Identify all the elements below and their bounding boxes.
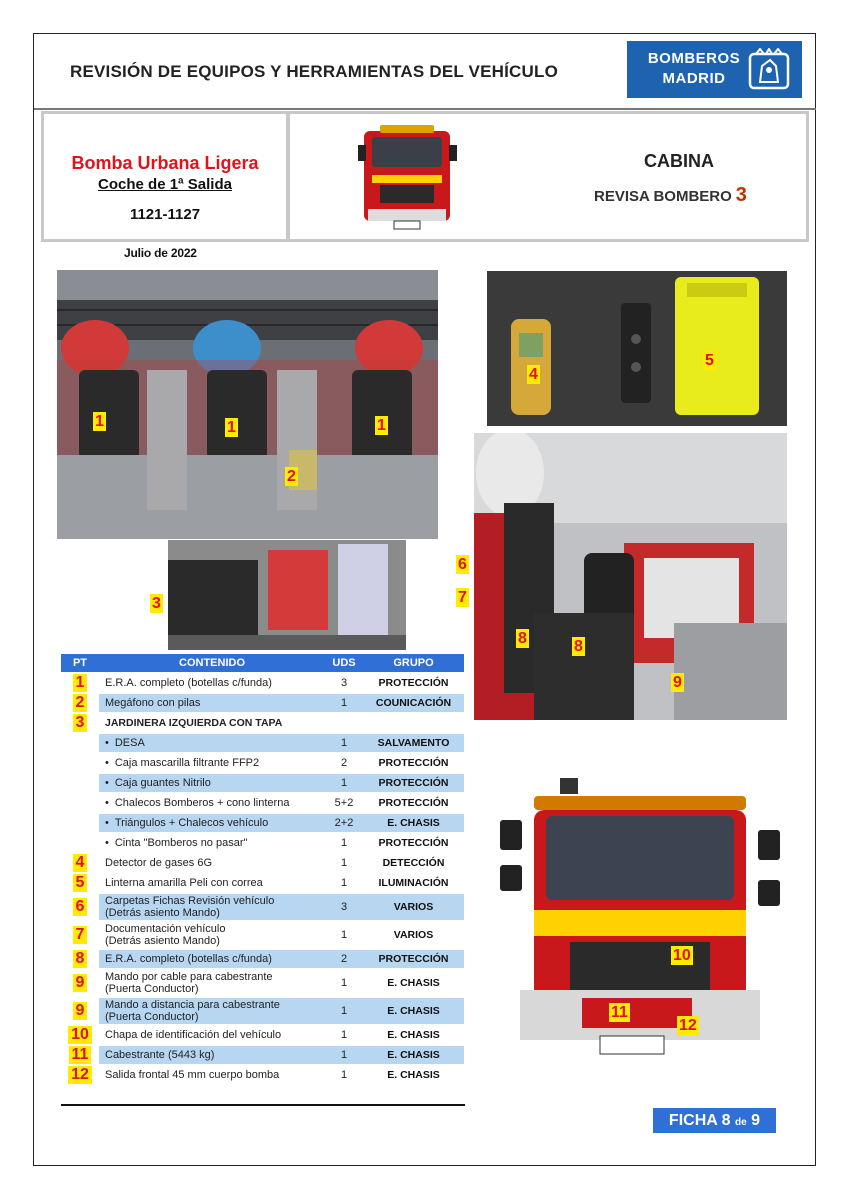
- seats-photo: [57, 270, 438, 539]
- detector-tag-4: 4: [529, 366, 538, 383]
- row-pt: [61, 1046, 99, 1064]
- row-group: PROTECCIÓN: [378, 797, 449, 809]
- ficha-total: 9: [751, 1112, 761, 1129]
- row-uds: [325, 714, 363, 732]
- row-content: [99, 714, 325, 732]
- ficha-de: de: [735, 1117, 747, 1128]
- header-content: CONTENIDO: [99, 654, 325, 672]
- row-pt: [61, 970, 99, 996]
- row-pt: [61, 774, 99, 792]
- front-tag-11: 11: [611, 1004, 628, 1021]
- row-pt: [61, 950, 99, 968]
- row-content: [99, 854, 325, 872]
- row-pt: [61, 734, 99, 752]
- row-pt: [61, 922, 99, 948]
- table-row: [61, 874, 464, 892]
- seat-tag-2: 2: [287, 468, 296, 485]
- row-pt-tag: 11: [69, 1046, 92, 1064]
- row-pt-tag: 1: [73, 674, 88, 692]
- row-uds: 1: [340, 977, 348, 989]
- flashlight-tag-5: 5: [705, 352, 714, 369]
- row-pt-tag: 6: [73, 898, 88, 916]
- logo-text: [639, 49, 749, 89]
- row-content-text: Salida frontal 45 mm cuerpo bomba: [105, 1069, 280, 1081]
- row-content: [99, 734, 325, 752]
- row-content: [99, 794, 325, 812]
- table-row: [61, 970, 464, 996]
- table-row: [61, 774, 464, 792]
- row-content: [99, 814, 325, 832]
- reviewer-text: REVISA BOMBERO: [594, 188, 732, 205]
- row-content-note: (Detrás asiento Mando): [105, 907, 220, 919]
- row-group: E. CHASIS: [387, 1029, 440, 1041]
- detector-photo: [487, 271, 787, 426]
- front-tag-10: 10: [673, 947, 691, 964]
- row-content: [99, 1026, 325, 1044]
- ficha-label: FICHA: [668, 1112, 718, 1129]
- ficha-num: 8: [721, 1112, 731, 1129]
- row-uds: 1: [340, 1029, 348, 1041]
- table-header-row: [61, 654, 464, 672]
- madrid-seal-icon: [748, 48, 790, 90]
- seat-tag-1a: 1: [95, 413, 104, 430]
- row-content: [99, 754, 325, 772]
- row-content-text: • DESA: [105, 737, 325, 749]
- row-content-note: (Puerta Conductor): [105, 983, 199, 995]
- row-pt-tag: 4: [73, 854, 88, 872]
- row-uds: 1: [325, 1046, 363, 1064]
- row-content-text: Carpetas Fichas Revisión vehículo: [105, 895, 275, 907]
- header-rule: [34, 108, 816, 110]
- table-row: [61, 922, 464, 948]
- row-pt-tag: 7: [73, 926, 88, 944]
- table-row: [61, 754, 464, 772]
- row-pt: [61, 814, 99, 832]
- table-row: [61, 734, 464, 752]
- vehicle-range: 1121-1127: [129, 206, 201, 223]
- table-row: [61, 854, 464, 872]
- row-content-text: • Caja guantes Nitrilo: [105, 777, 325, 789]
- row-uds: 3: [325, 894, 363, 920]
- row-uds: 1: [340, 837, 348, 849]
- table-row: [61, 814, 464, 832]
- info-divider: [286, 114, 290, 239]
- row-content: [99, 674, 325, 692]
- row-group: PROTECCIÓN: [378, 837, 449, 849]
- row-pt-tag: 9: [73, 974, 88, 992]
- row-content: [99, 970, 325, 996]
- row-content: [99, 950, 325, 968]
- row-content-text: Detector de gases 6G: [105, 857, 213, 869]
- bomberos-logo: [627, 41, 802, 98]
- row-content-text: JARDINERA IZQUIERDA CON TAPA: [105, 717, 283, 729]
- table-row: [61, 1066, 464, 1084]
- row-pt: [61, 1026, 99, 1044]
- row-content-note: (Puerta Conductor): [105, 1011, 199, 1023]
- row-content: [99, 998, 325, 1024]
- row-pt-tag: 9: [73, 1002, 88, 1020]
- table-row: [61, 834, 464, 852]
- row-pt: [61, 1066, 99, 1084]
- row-content-text: E.R.A. completo (botellas c/funda): [105, 953, 272, 965]
- row-pt-tag: 5: [73, 874, 88, 892]
- row-content: [99, 922, 325, 948]
- table-row: [61, 714, 464, 732]
- row-content-note: (Detrás asiento Mando): [105, 935, 220, 947]
- page-title: REVISIÓN DE EQUIPOS Y HERRAMIENTAS DEL VEHÍCULO: [70, 62, 558, 81]
- row-pt: [61, 694, 99, 712]
- table-row: [61, 1026, 464, 1044]
- page-indicator: [653, 1108, 776, 1133]
- box-photo: [168, 540, 406, 650]
- cabin-tag-6: 6: [458, 556, 467, 573]
- row-group: ILUMINACIÓN: [378, 877, 449, 889]
- row-uds: 1: [340, 1069, 348, 1081]
- row-content: [99, 694, 325, 712]
- row-pt: [61, 854, 99, 872]
- row-content-text: Mando por cable para cabestrante: [105, 971, 273, 983]
- date-label: Julio de 2022: [124, 246, 197, 260]
- row-group: COUNICACIÓN: [363, 694, 464, 712]
- vehicle-type: Bomba Urbana Ligera: [71, 153, 259, 173]
- logo-line2: MADRID: [662, 70, 726, 87]
- row-content-text: E.R.A. completo (botellas c/funda): [105, 677, 272, 689]
- row-pt-tag: 3: [73, 714, 88, 732]
- row-uds: 3: [340, 677, 348, 689]
- detector-photo-image: [487, 271, 787, 426]
- row-group: VARIOS: [393, 929, 434, 941]
- row-content-text: Cabestrante (5443 kg): [105, 1049, 215, 1061]
- row-pt: [61, 794, 99, 812]
- header-pt: PT: [61, 654, 99, 672]
- row-uds: 1: [325, 774, 363, 792]
- truck-thumbnail-image: [350, 117, 465, 234]
- row-content-text: Documentación vehículo: [105, 923, 226, 935]
- table-row: [61, 1046, 464, 1064]
- row-pt-tag: 8: [73, 950, 88, 968]
- seat-tag-1b: 1: [227, 419, 236, 436]
- row-uds: 1: [340, 929, 348, 941]
- row-uds: 2+2: [325, 814, 363, 832]
- row-pt-tag: 12: [68, 1066, 92, 1084]
- header-uds: UDS: [325, 654, 363, 672]
- table-row: [61, 694, 464, 712]
- row-content-text: Megáfono con pilas: [105, 697, 201, 709]
- row-uds: 5+2: [334, 797, 354, 809]
- row-group: E. CHASIS: [387, 977, 440, 989]
- row-pt: [61, 874, 99, 892]
- truck-front-image: [490, 770, 790, 1060]
- cabin-tag-8a: 8: [518, 630, 527, 647]
- row-content-text: Mando a distancia para cabestrante: [105, 999, 280, 1011]
- box-photo-image: [168, 540, 406, 650]
- row-group: DETECCIÓN: [382, 857, 445, 869]
- row-group: E. CHASIS: [363, 1046, 464, 1064]
- row-uds: 1: [325, 694, 363, 712]
- row-content-text: Linterna amarilla Peli con correa: [105, 877, 263, 889]
- row-group: PROTECCIÓN: [363, 950, 464, 968]
- row-pt-tag: 2: [73, 694, 88, 712]
- row-content: [99, 834, 325, 852]
- table-row: [61, 950, 464, 968]
- row-content-text: • Triángulos + Chalecos vehículo: [105, 817, 325, 829]
- row-group: [363, 714, 464, 732]
- row-content: [99, 874, 325, 892]
- vehicle-info-box: [41, 111, 809, 242]
- row-pt: [61, 834, 99, 852]
- table-row: [61, 998, 464, 1024]
- row-uds: 1: [325, 998, 363, 1024]
- box-tag-3: 3: [152, 595, 161, 612]
- reviewer-label: [594, 184, 747, 207]
- logo-line1: BOMBEROS: [647, 50, 741, 67]
- table-bottom-rule: [61, 1104, 465, 1106]
- row-content-text: • Cinta "Bomberos no pasar": [105, 837, 325, 849]
- row-content: [99, 774, 325, 792]
- row-content-text: Chapa de identificación del vehículo: [105, 1029, 282, 1041]
- row-group: E. CHASIS: [387, 1069, 440, 1081]
- row-uds: 1: [340, 877, 348, 889]
- header-group: GRUPO: [363, 654, 464, 672]
- row-pt: [61, 714, 99, 732]
- table-row: [61, 794, 464, 812]
- row-content: [99, 1046, 325, 1064]
- row-group: E. CHASIS: [363, 998, 464, 1024]
- row-content-text: • Caja mascarilla filtrante FFP2: [105, 757, 325, 769]
- cabin-photo-image: [474, 433, 787, 720]
- row-pt: [61, 998, 99, 1024]
- row-content-text: • Chalecos Bomberos + cono linterna: [105, 797, 325, 809]
- cabin-tag-7: 7: [458, 589, 467, 606]
- cabin-tag-9: 9: [673, 674, 682, 691]
- equipment-table: [61, 652, 464, 1086]
- row-group: SALVAMENTO: [363, 734, 464, 752]
- truck-front-photo: [490, 770, 790, 1060]
- row-uds: 1: [340, 857, 348, 869]
- row-pt-tag: 10: [68, 1026, 92, 1044]
- row-content: [99, 1066, 325, 1084]
- front-tag-12: 12: [679, 1017, 697, 1034]
- table-row: [61, 674, 464, 692]
- cabin-tag-8b: 8: [574, 638, 583, 655]
- row-group: E. CHASIS: [363, 814, 464, 832]
- row-pt: [61, 754, 99, 772]
- reviewer-number: 3: [735, 184, 747, 206]
- row-group: PROTECCIÓN: [378, 677, 449, 689]
- row-pt: [61, 674, 99, 692]
- vehicle-subtitle: Coche de 1ª Salida: [98, 176, 232, 193]
- row-uds: 1: [325, 734, 363, 752]
- seat-tag-1c: 1: [377, 417, 386, 434]
- row-group: VARIOS: [363, 894, 464, 920]
- row-pt: [61, 894, 99, 920]
- area-title: CABINA: [644, 151, 714, 171]
- row-uds: 2: [325, 950, 363, 968]
- row-group: PROTECCIÓN: [363, 774, 464, 792]
- row-uds: 2: [340, 757, 348, 769]
- row-group: PROTECCIÓN: [378, 757, 449, 769]
- table-row: [61, 894, 464, 920]
- row-content: [99, 894, 325, 920]
- cabin-photo: [474, 433, 787, 720]
- seats-photo-image: [57, 270, 438, 539]
